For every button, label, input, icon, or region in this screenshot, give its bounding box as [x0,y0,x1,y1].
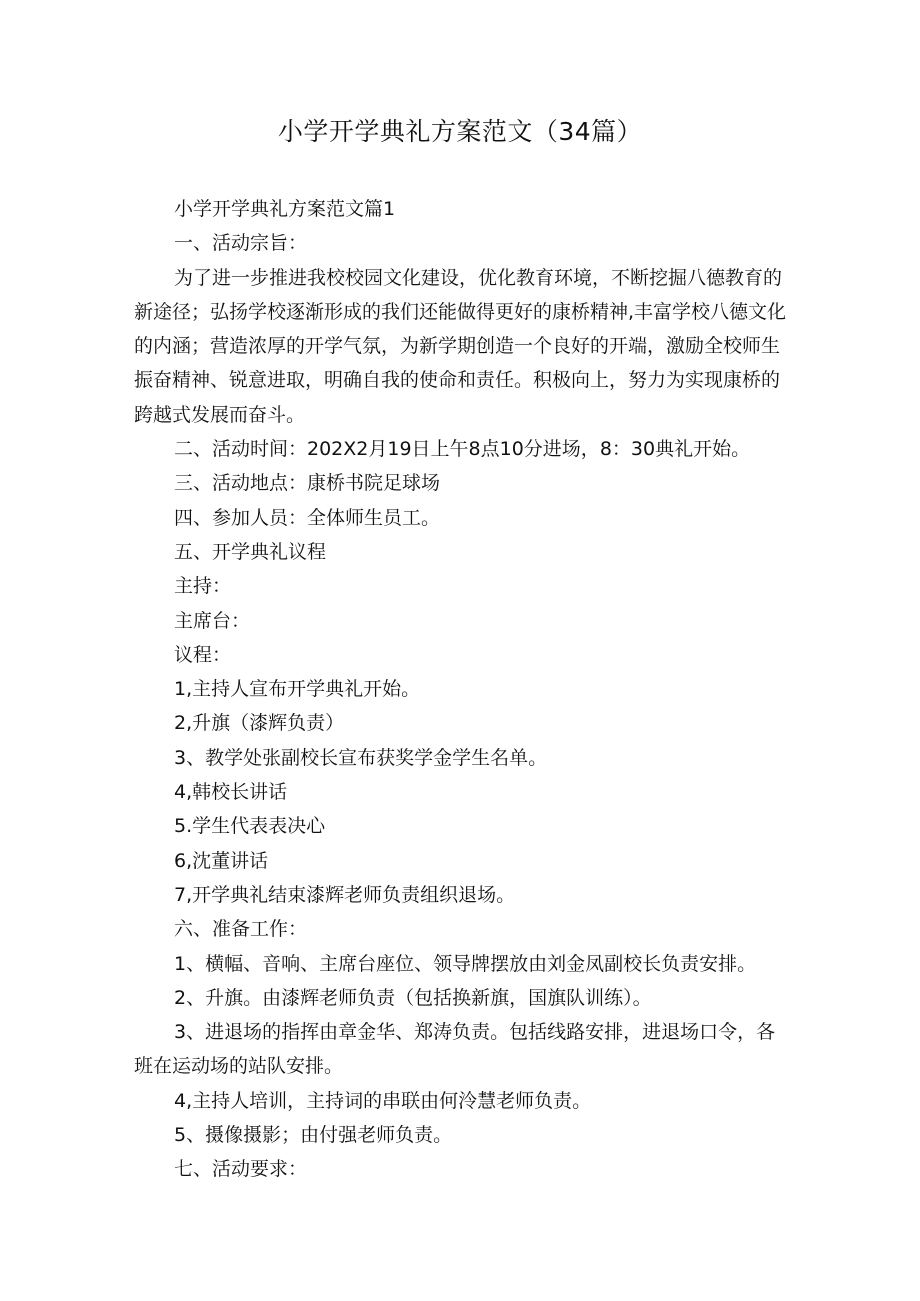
preparation-item: 2、升旗。由漆辉老师负责（包括换新旗，国旗队训练）。 [174,986,652,1009]
heading-preparation: 六、准备工作： [174,918,308,941]
agenda-item: 1,主持人宣布开学典礼开始。 [174,678,421,701]
document-title: 小学开学典礼方案范文（34篇） [277,117,643,146]
preparation-item: 1、横幅、音响、主席台座位、领导牌摆放由刘金凤副校长负责安排。 [174,952,757,975]
paragraph-rostrum: 主席台： [174,609,251,632]
agenda-item: 7,开学典礼结束漆辉老师负责组织退场。 [174,883,516,906]
agenda-item: 3、教学处张副校长宣布获奖学金学生名单。 [174,746,548,769]
document-body [134,192,794,1187]
paragraph-participants: 四、参加人员：全体师生员工。 [174,506,441,529]
agenda-item: 4,韩校长讲话 [174,781,288,804]
section-heading: 小学开学典礼方案范文篇1 [174,198,396,220]
agenda-item: 5.学生代表表决心 [174,815,326,838]
heading-purpose: 一、活动宗旨： [174,232,308,255]
heading-requirements: 七、活动要求： [174,1158,308,1181]
paragraph-purpose: 为了进一步推进我校校园文化建设，优化教育环境，不断挖掘八德教育的新途径；弘扬学校逐渐形成的我们还能做得更好的康桥精神,丰富学校八德文化的内涵；营造浓厚的开学气氛，为新学期创造一个良好的开端，激励全校师生振奋精神、锐意进取，明确自我的使命和责任。积极向上，努力为实现康桥的跨越式发展而奋斗。 [134,266,787,426]
heading-agenda: 五、开学典礼议程 [174,540,327,563]
preparation-item: 4,主持人培训，主持词的串联由何泠慧老师负责。 [174,1089,592,1112]
paragraph-time: 二、活动时间：202X2月19日上午8点10分进场，8：30典礼开始。 [174,438,751,461]
agenda-item: 2,升旗（漆辉负责） [174,712,345,735]
paragraph-agenda-label: 议程： [174,643,232,666]
preparation-item: 3、进退场的指挥由章金华、郑涛负责。包括线路安排，进退场口令，各班在运动场的站队安排。 [134,1021,776,1078]
paragraph-location: 三、活动地点：康桥书院足球场 [174,472,441,495]
preparation-item: 5、摄像摄影；由付强老师负责。 [174,1124,453,1147]
paragraph-host: 主持： [174,575,232,598]
agenda-item: 6,沈董讲话 [174,849,269,872]
